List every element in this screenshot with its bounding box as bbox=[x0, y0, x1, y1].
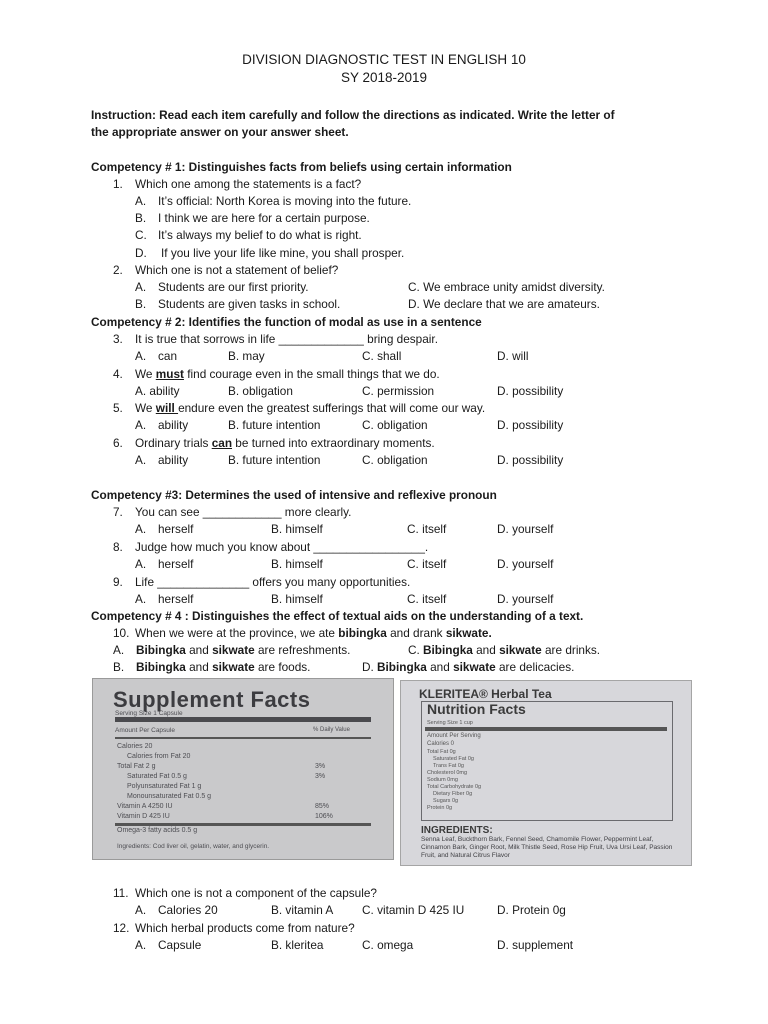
q1-option-d bbox=[135, 246, 405, 260]
q4-option-a: A. ability bbox=[135, 384, 180, 398]
q10-option-d bbox=[362, 660, 575, 674]
text-segment: are delicacies. bbox=[495, 660, 575, 674]
option-letter: C. bbox=[408, 643, 420, 657]
question-text: Which one among the statements is a fact? bbox=[135, 177, 362, 191]
q8-option-d: D. yourself bbox=[497, 557, 554, 571]
text-segment: endure even the greatest sufferings that will come our way. bbox=[178, 401, 486, 415]
option-text: herself bbox=[158, 592, 194, 606]
text-segment: are foods. bbox=[254, 660, 311, 674]
q4-option-b: B. obligation bbox=[228, 384, 293, 398]
text-segment: We bbox=[135, 367, 156, 381]
option-letter: A. bbox=[135, 903, 147, 917]
dv-vitamin-a: 85% bbox=[315, 803, 330, 810]
tea-total-fat: Total Fat 0g bbox=[427, 749, 456, 755]
q3-option-d: D. will bbox=[497, 349, 529, 363]
q10-option-c bbox=[408, 643, 601, 657]
q4-option-d: D. possibility bbox=[497, 384, 564, 398]
keyword: sikwate bbox=[453, 660, 496, 674]
q12-option-d: D. supplement bbox=[497, 938, 574, 952]
text-segment: be turned into extraordinary moments. bbox=[232, 436, 435, 450]
option-text: It’s always my belief to do what is right. bbox=[158, 228, 362, 242]
q7-option-b: B. himself bbox=[271, 522, 323, 536]
question-number: 5. bbox=[113, 401, 123, 415]
text-segment: Ordinary trials bbox=[135, 436, 212, 450]
competency-3-heading: Competency #3: Determines the used of intensive and reflexive pronoun bbox=[91, 488, 497, 502]
question-text: You can see ____________ more clearly. bbox=[135, 505, 352, 519]
q9-option-b: B. himself bbox=[271, 592, 323, 606]
question-number: 8. bbox=[113, 540, 123, 554]
keyword: sikwate bbox=[499, 643, 542, 657]
q11-option-b: B. vitamin A bbox=[271, 903, 334, 917]
option-letter: A. bbox=[135, 418, 147, 432]
keyword: Bibingka bbox=[423, 643, 473, 657]
keyword-bibingka: bibingka bbox=[338, 626, 387, 640]
instruction-text: Instruction: Read each item carefully and follow the directions as indicated. Write the letter of the appropriate answer on your answer sheet. bbox=[91, 108, 615, 139]
q2-option-d: D. We declare that we are amateurs. bbox=[408, 297, 600, 311]
text-segment: and bbox=[185, 660, 213, 674]
text-segment: and bbox=[185, 643, 213, 657]
option-text: herself bbox=[158, 557, 194, 571]
option-letter: A. bbox=[135, 194, 147, 208]
q10-option-b bbox=[113, 660, 311, 674]
q12-option-c: C. omega bbox=[362, 938, 414, 952]
tea-cholesterol: Cholesterol 0mg bbox=[427, 770, 468, 776]
q6-option-b: B. future intention bbox=[228, 453, 321, 467]
competency-2-heading: Competency # 2: Identifies the function of modal as use in a sentence bbox=[91, 315, 482, 329]
divider bbox=[115, 737, 371, 739]
option-text: It’s official: North Korea is moving into the future. bbox=[158, 194, 412, 208]
question-text: Which one is not a component of the capsule? bbox=[135, 886, 377, 900]
question-text: Which herbal products come from nature? bbox=[135, 921, 355, 935]
option-letter: A. bbox=[113, 643, 125, 657]
option-letter: B. bbox=[113, 660, 125, 674]
vitamin-a: Vitamin A 4250 IU bbox=[117, 803, 173, 810]
tea-fiber: Dietary Fiber 0g bbox=[433, 791, 473, 797]
q7-option-d: D. yourself bbox=[497, 522, 554, 536]
tea-sugars: Sugars 0g bbox=[433, 798, 459, 804]
text-segment: When we were at the province, we ate bbox=[135, 626, 339, 640]
tea-saturated-fat: Saturated Fat 0g bbox=[433, 756, 474, 762]
saturated-fat: Saturated Fat 0.5 g bbox=[127, 773, 187, 780]
serving-size: Serving Size 1 Capsule bbox=[115, 710, 183, 717]
q7-option-c: C. itself bbox=[407, 522, 447, 536]
calories: Calories 20 bbox=[117, 743, 153, 750]
dv-total-fat: 3% bbox=[315, 763, 326, 770]
option-text: If you live your life like mine, you shall prosper. bbox=[161, 246, 405, 260]
q2-option-c: C. We embrace unity amidst diversity. bbox=[408, 280, 605, 294]
polyunsaturated-fat: Polyunsaturated Fat 1 g bbox=[127, 783, 202, 790]
option-text bbox=[136, 660, 310, 674]
option-text bbox=[423, 643, 600, 657]
monounsaturated-fat: Monounsaturated Fat 0.5 g bbox=[127, 793, 212, 800]
ingredients-heading: INGREDIENTS: bbox=[421, 825, 493, 836]
divider bbox=[425, 727, 667, 731]
option-text: herself bbox=[158, 522, 194, 536]
supplement-ingredients: Ingredients: Cod liver oil, gelatin, water, and glycerin. bbox=[117, 843, 270, 850]
question-number: 2. bbox=[113, 263, 123, 277]
page-title: DIVISION DIAGNOSTIC TEST IN ENGLISH 10 bbox=[242, 52, 526, 67]
option-text bbox=[136, 643, 350, 657]
q5-option-c: C. obligation bbox=[362, 418, 428, 432]
option-letter: A. bbox=[135, 938, 147, 952]
option-letter: A. bbox=[135, 557, 147, 571]
supplement-facts-image bbox=[92, 678, 394, 860]
tea-amount-per: Amount Per Serving bbox=[427, 733, 481, 739]
q1-option-b bbox=[135, 211, 370, 225]
q11-option-a bbox=[135, 903, 218, 917]
tea-protein: Protein 0g bbox=[427, 805, 453, 811]
keyword-sikwate: sikwate. bbox=[445, 626, 492, 640]
q12-option-a bbox=[135, 938, 202, 952]
option-letter: C. bbox=[135, 228, 147, 242]
option-text: can bbox=[158, 349, 178, 363]
q10-option-a bbox=[113, 643, 351, 657]
q3-option-b: B. may bbox=[228, 349, 265, 363]
option-letter: A. bbox=[135, 349, 147, 363]
option-text: Capsule bbox=[158, 938, 202, 952]
option-text bbox=[377, 660, 574, 674]
q9-option-c: C. itself bbox=[407, 592, 447, 606]
option-letter: A. bbox=[135, 280, 147, 294]
q3-option-c: C. shall bbox=[362, 349, 402, 363]
question-text: Which one is not a statement of belief? bbox=[135, 263, 339, 277]
option-text: ability bbox=[158, 453, 189, 467]
divider bbox=[115, 717, 371, 722]
question-number: 12. bbox=[113, 921, 130, 935]
q2-option-b bbox=[135, 297, 341, 311]
tea-trans-fat: Trans Fat 0g bbox=[433, 763, 464, 769]
competency-4-heading: Competency # 4 : Distinguishes the effect of textual aids on the understanding of a text. bbox=[91, 609, 584, 623]
calories-from-fat: Calories from Fat 20 bbox=[127, 753, 191, 760]
option-text: ability bbox=[158, 418, 189, 432]
q6-option-d: D. possibility bbox=[497, 453, 564, 467]
option-text: Calories 20 bbox=[158, 903, 218, 917]
kleritea-image bbox=[400, 680, 692, 866]
option-letter: A. bbox=[135, 453, 147, 467]
q9-option-d: D. yourself bbox=[497, 592, 554, 606]
option-text: I think we are here for a certain purpose. bbox=[158, 211, 370, 225]
text-segment: find courage even in the small things that we do. bbox=[183, 367, 440, 381]
q4-option-c: C. permission bbox=[362, 384, 435, 398]
dv-saturated: 3% bbox=[315, 773, 326, 780]
option-letter: A. bbox=[135, 592, 147, 606]
option-letter: B. bbox=[135, 211, 147, 225]
tea-serving-size: Serving Size 1 cup bbox=[427, 720, 473, 726]
q7-option-a bbox=[135, 522, 194, 536]
q5-option-d: D. possibility bbox=[497, 418, 564, 432]
q11-option-c: C. vitamin D 425 IU bbox=[362, 903, 465, 917]
question-number: 1. bbox=[113, 177, 123, 191]
question-number: 4. bbox=[113, 367, 123, 381]
option-letter: D. bbox=[362, 660, 374, 674]
q8-option-c: C. itself bbox=[407, 557, 447, 571]
q1-option-a bbox=[135, 194, 412, 208]
question-text bbox=[135, 367, 440, 381]
question-number: 9. bbox=[113, 575, 123, 589]
q2-option-a bbox=[135, 280, 309, 294]
option-letter: A. bbox=[135, 522, 147, 536]
q5-option-a bbox=[135, 418, 189, 432]
text-segment: are drinks. bbox=[541, 643, 601, 657]
q12-option-b: B. kleritea bbox=[271, 938, 324, 952]
question-text bbox=[135, 401, 485, 415]
q8-option-b: B. himself bbox=[271, 557, 323, 571]
kleritea-brand: KLERITEA® Herbal Tea bbox=[419, 687, 552, 701]
keyword: Bibingka bbox=[136, 643, 186, 657]
option-letter: D. bbox=[135, 246, 147, 260]
option-text: Students are our first priority. bbox=[158, 280, 309, 294]
keyword: sikwate bbox=[212, 660, 255, 674]
question-text bbox=[135, 626, 492, 640]
school-year: SY 2018-2019 bbox=[340, 70, 428, 85]
supplement-facts-heading: Supplement Facts bbox=[113, 687, 311, 712]
modal-word: must bbox=[155, 367, 184, 381]
text-segment: and bbox=[426, 660, 454, 674]
dv-vitamin-d: 106% bbox=[315, 813, 333, 820]
q5-option-b: B. future intention bbox=[228, 418, 321, 432]
tea-sodium: Sodium 0mg bbox=[427, 777, 458, 783]
text-segment: We bbox=[135, 401, 156, 415]
keyword: Bibingka bbox=[377, 660, 427, 674]
question-number: 10. bbox=[113, 626, 130, 640]
keyword: Bibingka bbox=[136, 660, 186, 674]
text-segment: and drank bbox=[386, 626, 446, 640]
question-text bbox=[135, 436, 435, 450]
omega-3: Omega-3 fatty acids 0.5 g bbox=[117, 827, 198, 834]
tea-carbohydrate: Total Carbohydrate 0g bbox=[427, 784, 482, 790]
text-segment: are refreshments. bbox=[254, 643, 351, 657]
question-number: 11. bbox=[113, 886, 129, 900]
q8-option-a bbox=[135, 557, 194, 571]
text-segment: and bbox=[472, 643, 500, 657]
q6-option-a bbox=[135, 453, 189, 467]
vitamin-d: Vitamin D 425 IU bbox=[117, 813, 170, 820]
option-letter: B. bbox=[135, 297, 147, 311]
q11-option-d: D. Protein 0g bbox=[497, 903, 566, 917]
daily-value-header: % Daily Value bbox=[313, 727, 350, 733]
tea-ingredients: Senna Leaf, Buckthorn Bark, Fennel Seed, Chamomile Flower, Peppermint Leaf, Cinnamon Bark, Ginger Root, Milk Thistle Seed, Rose Hip Fruit, Uva Ursi Leaf, Passion Fruit, and Natural Citrus Flavor bbox=[421, 836, 673, 859]
modal-word: will bbox=[155, 401, 179, 415]
keyword: sikwate bbox=[212, 643, 255, 657]
divider bbox=[115, 823, 371, 826]
q3-option-a bbox=[135, 349, 178, 363]
q6-option-c: C. obligation bbox=[362, 453, 428, 467]
question-text: Life ______________ offers you many opportunities. bbox=[135, 575, 411, 589]
q9-option-a bbox=[135, 592, 194, 606]
option-text: Students are given tasks in school. bbox=[158, 297, 341, 311]
tea-calories: Calories 0 bbox=[427, 741, 455, 747]
amount-per: Amount Per Capsule bbox=[115, 727, 175, 734]
competency-1-heading: Competency # 1: Distinguishes facts from beliefs using certain information bbox=[91, 160, 512, 174]
question-number: 7. bbox=[113, 505, 123, 519]
question-text: Judge how much you know about _________________. bbox=[135, 540, 429, 554]
question-text: It is true that sorrows in life _____________ bring despair. bbox=[135, 332, 438, 346]
nutrition-facts-heading: Nutrition Facts bbox=[427, 701, 526, 717]
question-number: 3. bbox=[113, 332, 123, 346]
modal-word: can bbox=[211, 436, 233, 450]
total-fat: Total Fat 2 g bbox=[117, 763, 156, 770]
q1-option-c bbox=[135, 228, 362, 242]
question-number: 6. bbox=[113, 436, 123, 450]
